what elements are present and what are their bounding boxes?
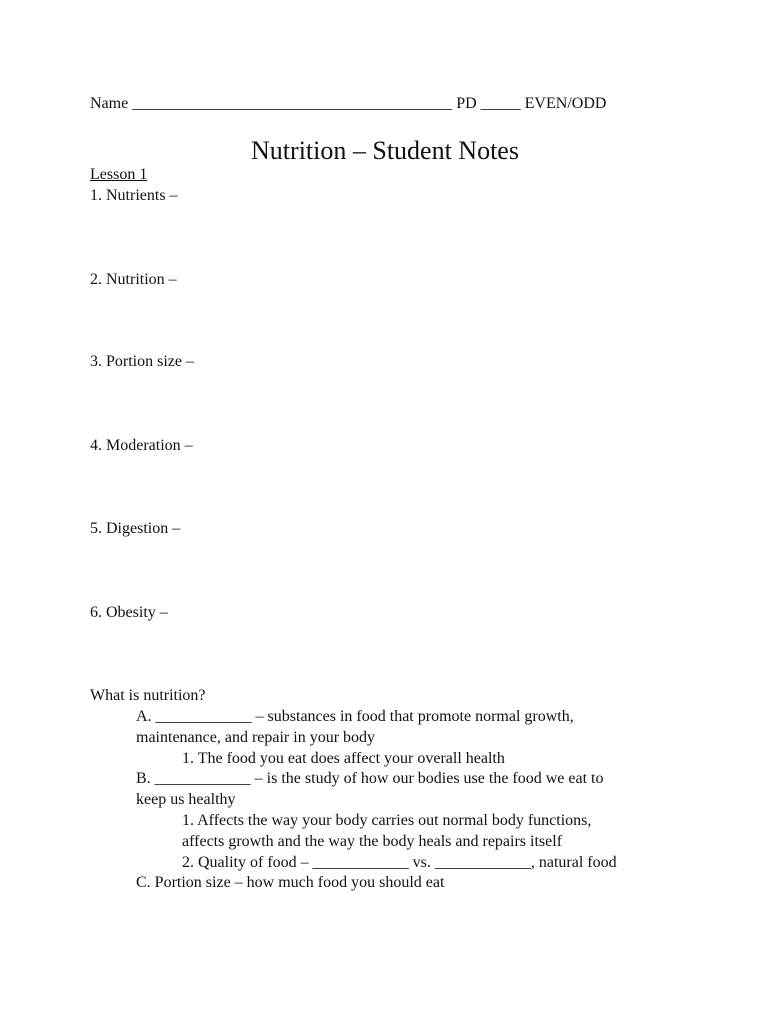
outline-b-sub-1-line-1: 1. Affects the way your body carries out normal body functions,	[182, 812, 592, 829]
outline-c-line-1: C. Portion size – how much food you should eat	[136, 874, 445, 891]
outline-b-line-1: B. ____________ – is the study of how our bodies use the food we eat to	[136, 770, 604, 787]
outline-b-line-2: keep us healthy	[136, 791, 236, 808]
name-period-line: Name ________________________________________ PD _____ EVEN/ODD	[90, 95, 607, 112]
lesson-heading: Lesson 1	[90, 166, 148, 183]
outline-a-sub-1: 1. The food you eat does affect your overall health	[182, 750, 505, 767]
outline-question: What is nutrition?	[90, 687, 206, 704]
term-nutrients: 1. Nutrients –	[90, 187, 178, 204]
outline-b-sub-1-line-2: affects growth and the way the body heals and repairs itself	[182, 833, 563, 850]
page-title: Nutrition – Student Notes	[251, 136, 519, 165]
outline-b-sub-2: 2. Quality of food – ____________ vs. ____________, natural food	[182, 854, 617, 871]
outline-a-line-1: A. ____________ – substances in food that promote normal growth,	[136, 708, 574, 725]
term-obesity: 6. Obesity –	[90, 604, 168, 621]
term-portion-size: 3. Portion size –	[90, 353, 194, 370]
term-digestion: 5. Digestion –	[90, 520, 181, 537]
term-moderation: 4. Moderation –	[90, 437, 193, 454]
outline-a-line-2: maintenance, and repair in your body	[136, 729, 376, 746]
term-nutrition: 2. Nutrition –	[90, 271, 177, 288]
